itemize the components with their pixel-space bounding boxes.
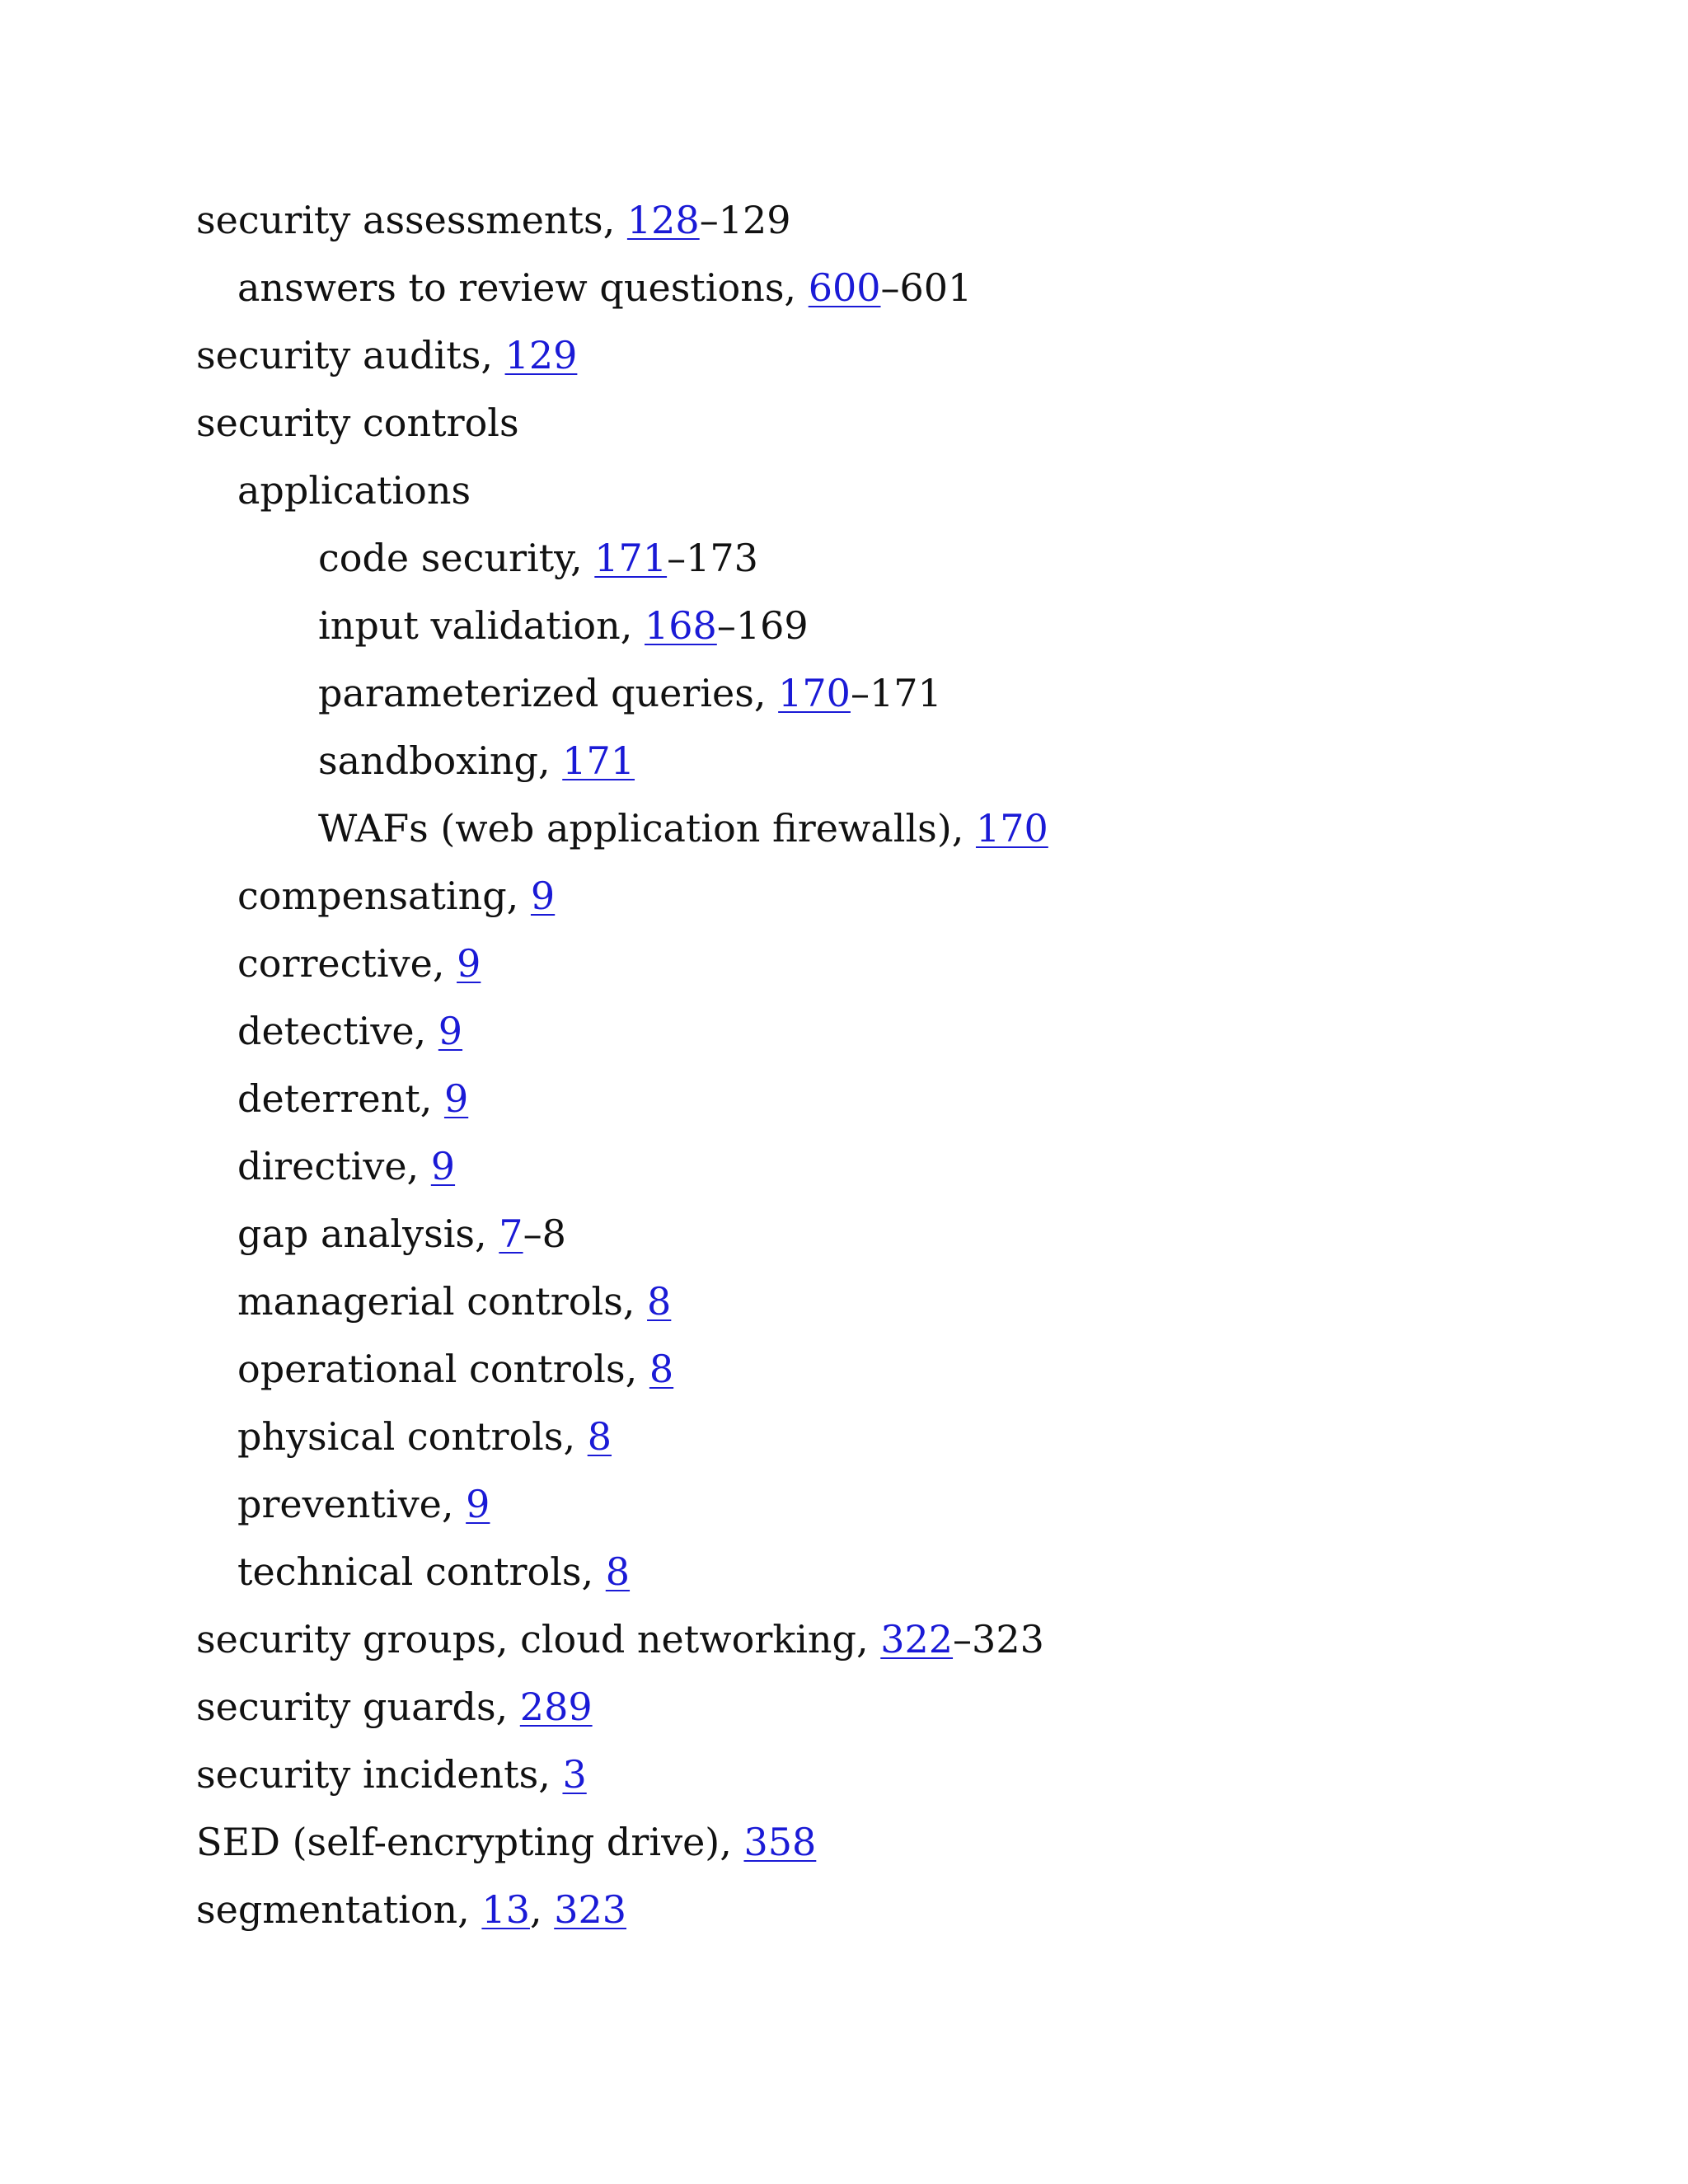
index-subentry (237, 939, 481, 988)
entry-term: managerial controls, (237, 1279, 648, 1324)
index-entry (196, 195, 791, 245)
entry-term: operational controls, (237, 1347, 649, 1391)
index-subsubentry (318, 804, 1048, 853)
page-link[interactable]: 9 (438, 1009, 463, 1053)
index-subsubentry (318, 736, 635, 785)
entry-term: WAFs (web application firewalls), (318, 806, 976, 851)
index-subentry (237, 1006, 462, 1056)
entry-term: gap analysis, (237, 1212, 499, 1256)
entry-term: SED (self-encrypting drive), (196, 1820, 744, 1864)
entry-term: parameterized queries, (318, 671, 779, 715)
index-entry (196, 398, 519, 448)
page-link[interactable]: 128 (626, 198, 700, 242)
entry-term: security audits, (196, 333, 505, 377)
index-subsubentry (318, 601, 809, 650)
page-link[interactable]: 9 (430, 1144, 456, 1188)
entry-term: deterrent, (237, 1076, 444, 1121)
page-link[interactable]: 9 (457, 941, 481, 986)
page-link[interactable]: 289 (519, 1685, 593, 1729)
page-link[interactable]: 129 (504, 333, 578, 377)
index-entry (196, 330, 577, 380)
page-link[interactable]: 13 (481, 1887, 530, 1932)
entry-term: physical controls, (237, 1414, 588, 1459)
entry-term: security groups, cloud networking, (196, 1617, 881, 1661)
entry-term: sandboxing, (318, 738, 563, 783)
page-link[interactable]: 8 (587, 1414, 612, 1459)
entry-term: applications (237, 468, 471, 513)
index-subentry (237, 1209, 566, 1258)
page-link[interactable]: 3 (562, 1752, 587, 1797)
entry-term: preventive, (237, 1482, 467, 1526)
entry-term: detective, (237, 1009, 438, 1053)
entry-term: corrective, (237, 941, 457, 986)
page-link[interactable]: 9 (530, 874, 556, 918)
entry-term: security incidents, (196, 1752, 563, 1797)
page-range-end: –173 (667, 536, 758, 580)
index-entry (196, 1750, 587, 1799)
page-link[interactable]: 7 (499, 1212, 523, 1256)
index-subentry (237, 1344, 673, 1394)
page-link[interactable]: 8 (605, 1549, 631, 1594)
index-subentry (237, 1412, 612, 1461)
entry-term: answers to review questions, (237, 265, 809, 310)
entry-term: input validation, (318, 603, 645, 648)
page-range-end: –323 (953, 1617, 1044, 1661)
index-subentry (237, 1074, 468, 1123)
page-range-end: –8 (523, 1212, 566, 1256)
page-link[interactable]: 9 (466, 1482, 490, 1526)
page-link[interactable]: 9 (443, 1076, 469, 1121)
index-subentry (237, 263, 972, 312)
index-subentry (237, 1547, 630, 1596)
entry-term: directive, (237, 1144, 431, 1188)
page-link[interactable]: 171 (594, 536, 668, 580)
page-link[interactable]: 168 (645, 603, 717, 648)
index-entry (196, 1885, 626, 1934)
page-range-end: –171 (850, 671, 942, 715)
entry-term: segmentation, (196, 1887, 482, 1932)
index-subsubentry (318, 668, 942, 718)
page-link[interactable]: 171 (562, 738, 635, 783)
page-link[interactable]: 600 (808, 265, 881, 310)
index-entry (196, 1615, 1044, 1664)
index-subentry (237, 871, 555, 921)
entry-term: security controls (196, 401, 519, 445)
index-subentry (237, 1479, 490, 1529)
page-link[interactable]: 358 (743, 1820, 817, 1864)
entry-term: compensating, (237, 874, 531, 918)
entry-term: code security, (318, 536, 595, 580)
index-subentry (237, 1141, 455, 1191)
page-link[interactable]: 323 (554, 1887, 627, 1932)
index-subentry (237, 466, 471, 515)
entry-term: security assessments, (196, 198, 627, 242)
entry-term: security guards, (196, 1685, 520, 1729)
link-separator: , (529, 1887, 555, 1932)
page-link[interactable]: 170 (975, 806, 1048, 851)
page-link[interactable]: 8 (647, 1279, 672, 1324)
page-link[interactable]: 322 (880, 1617, 954, 1661)
index-subentry (237, 1277, 671, 1326)
index-entry (196, 1817, 816, 1867)
page-link[interactable]: 170 (778, 671, 851, 715)
page-link[interactable]: 8 (649, 1347, 674, 1391)
page-range-end: –169 (716, 603, 809, 648)
entry-term: technical controls, (237, 1549, 606, 1594)
index-subsubentry (318, 533, 758, 583)
index-entry (196, 1682, 593, 1732)
page-range-end: –129 (699, 198, 791, 242)
page-range-end: –601 (880, 265, 973, 310)
